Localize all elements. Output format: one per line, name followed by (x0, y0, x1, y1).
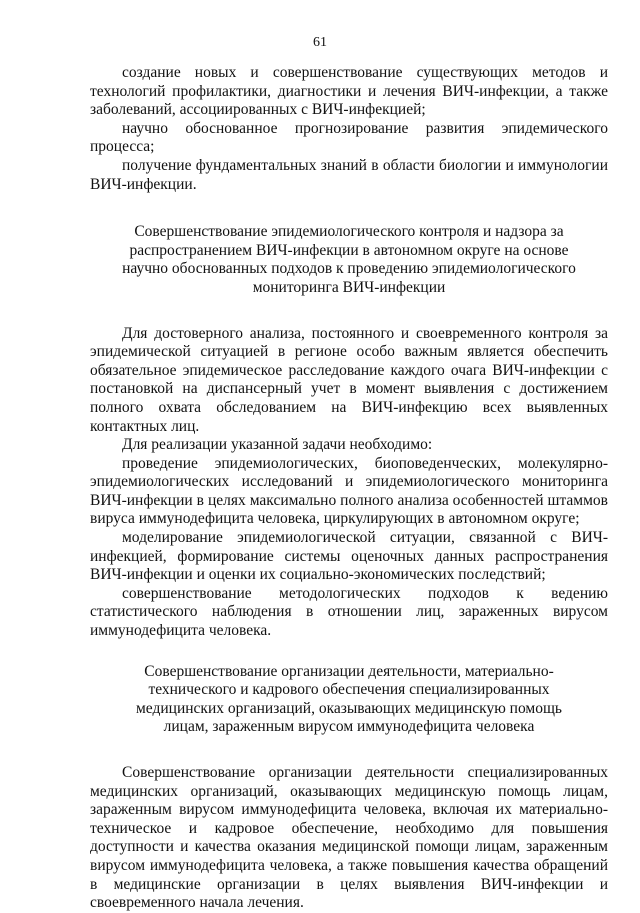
list-item: моделирование эпидемиологической ситуации, связанной с ВИЧ-инфекцией, формирование системы оценочных данных распространения ВИЧ-инфекции и оценки их социально-экономических последствий; (90, 529, 608, 584)
page-number: 61 (313, 35, 327, 50)
list-item: научно обоснованное прогнозирование развития эпидемического процесса; (90, 119, 608, 156)
list-item: проведение эпидемиологических, биоповеденческих, молекулярно-эпидемиологических исследований и эпидемиологического мониторинга ВИЧ-инфекции в целях максимально полного анализа особенностей штаммов вируса иммунодефицита человека, циркулирующих в автономном округе; (90, 454, 608, 528)
list-item: получение фундаментальных знаний в области биологии и иммунологии ВИЧ-инфекции. (90, 156, 608, 193)
section-heading: Совершенствование организации деятельности, материально-технического и кадрового обеспечения специализированных медицинских организаций, оказывающих медицинскую помощь лицам, зараженным вирусом иммунодефицита человека (136, 662, 562, 736)
page-content (90, 64, 608, 913)
list-item: совершенствование методологических подходов к ведению статистического наблюдения в отношении лиц, зараженных вирусом иммунодефицита человека. (90, 584, 608, 640)
paragraph: Совершенствование организации деятельности специализированных медицинских организаций, оказывающих медицинскую помощь лицам, зараженным вирусом иммунодефицита человека, включая их материально-техническое и кадровое обеспечение, необходимо для повышения доступности и качества оказания медицинской помощи лицам, зараженным вирусом иммунодефицита человека, а также повышения качества обращений в медицинские организации в целях выявления ВИЧ-инфекции и своевременного начала лечения. (90, 764, 608, 912)
list-item: создание новых и совершенствование существующих методов и технологий профилактики, диагностики и лечения ВИЧ-инфекции, а также заболеваний, ассоциированных с ВИЧ-инфекцией; (90, 64, 608, 119)
paragraph: Для реализации указанной задачи необходимо: (122, 436, 433, 454)
paragraph: Для достоверного анализа, постоянного и своевременного контроля за эпидемической ситуацией в регионе особо важным является обеспечить обязательное эпидемическое расследование каждого очага ВИЧ-инфекции с постановкой на диспансерный учет в момент выявления с достижением полного охвата обследованием на ВИЧ-инфекцию всех выявленных контактных лиц. (90, 324, 608, 435)
section-heading: Совершенствование эпидемиологического контроля и надзора за распространением ВИЧ-инфекции в автономном округе на основе научно обоснованных подходов к проведению эпидемиологического мониторинга ВИЧ-инфекции (122, 223, 576, 296)
